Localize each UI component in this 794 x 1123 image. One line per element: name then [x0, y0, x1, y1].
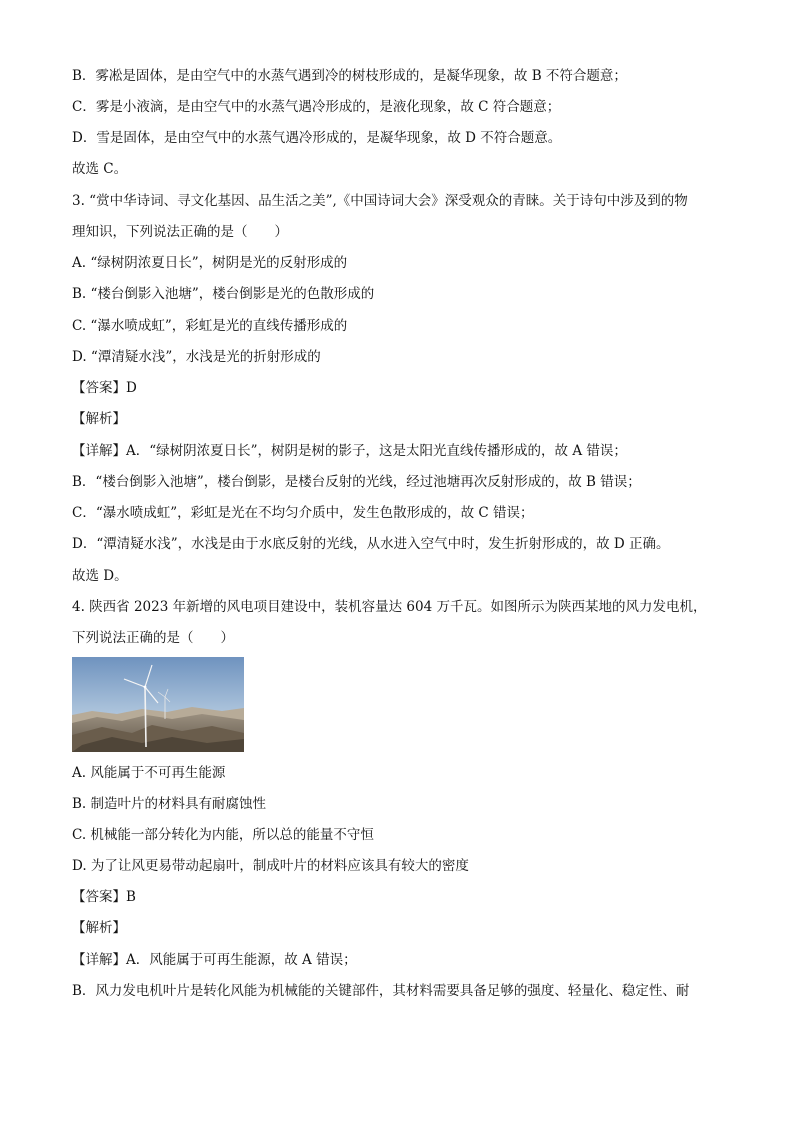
question-3-stem: 3. “赏中华诗词、寻文化基因、品生活之美”,《中国诗词大会》深受观众的青睐。关于诗句中涉及到的物	[72, 193, 688, 209]
question-3-option-a: A. “绿树阴浓夏日长”，树阴是光的反射形成的	[72, 255, 348, 271]
detail-line: C．“瀑水喷成虹”，彩虹是光在不均匀介质中，发生色散形成的，故 C 错误；	[72, 505, 534, 521]
analysis-label: 【解析】	[72, 920, 126, 936]
detail-line: B．风力发电机叶片是转化风能为机械能的关键部件，其材料需要具备足够的强度、轻量化、稳定性、耐	[72, 983, 690, 999]
question-4-stem-cont: 下列说法正确的是（ ）	[72, 630, 234, 646]
text-line: B．雾凇是固体，是由空气中的水蒸气遇到冷的树枝形成的，是凝华现象，故 B 不符合题意；	[72, 68, 627, 84]
detail-line: 【详解】A．“绿树阴浓夏日长”，树阴是树的影子，这是太阳光直线传播形成的，故 A 错误；	[72, 443, 627, 459]
text-line: D．雪是固体，是由空气中的水蒸气遇冷形成的，是凝华现象，故 D 不符合题意。	[72, 130, 562, 146]
question-4-option-c: C. 机械能一部分转化为内能，所以总的能量不守恒	[72, 827, 374, 843]
text-line: 故选 C。	[72, 161, 128, 177]
detail-line: D．“潭清疑水浅”，水浅是由于水底反射的光线，从水进入空气中时，发生折射形成的，故 D 正确。	[72, 536, 670, 552]
question-3-stem-cont: 理知识，下列说法正确的是（ ）	[72, 224, 288, 240]
text-line: C．雾是小液滴，是由空气中的水蒸气遇冷形成的，是液化现象，故 C 符合题意；	[72, 99, 561, 115]
question-4-option-b: B. 制造叶片的材料具有耐腐蚀性	[72, 796, 267, 812]
question-3-option-b: B. “楼台倒影入池塘”，楼台倒影是光的色散形成的	[72, 286, 375, 302]
analysis-label: 【解析】	[72, 411, 126, 427]
detail-line: 【详解】A．风能属于可再生能源，故 A 错误；	[72, 952, 357, 968]
wind-turbine-photo	[72, 657, 244, 752]
question-4-option-a: A. 风能属于不可再生能源	[72, 765, 226, 781]
question-4-stem: 4. 陕西省 2023 年新增的风电项目建设中，装机容量达 604 万千瓦。如图所示为陕西某地的风力发电机，	[72, 599, 707, 615]
question-4-option-d: D. 为了让风更易带动起扇叶，制成叶片的材料应该具有较大的密度	[72, 858, 469, 874]
answer-label: 【答案】B	[72, 889, 136, 905]
question-3-option-c: C. “瀑水喷成虹”，彩虹是光的直线传播形成的	[72, 318, 348, 334]
question-3-option-d: D. “潭清疑水浅”，水浅是光的折射形成的	[72, 349, 321, 365]
answer-label: 【答案】D	[72, 380, 137, 396]
conclusion-line: 故选 D。	[72, 568, 128, 584]
detail-line: B．“楼台倒影入池塘”，楼台倒影，是楼台反射的光线，经过池塘再次反射形成的，故 B 错误；	[72, 474, 641, 490]
